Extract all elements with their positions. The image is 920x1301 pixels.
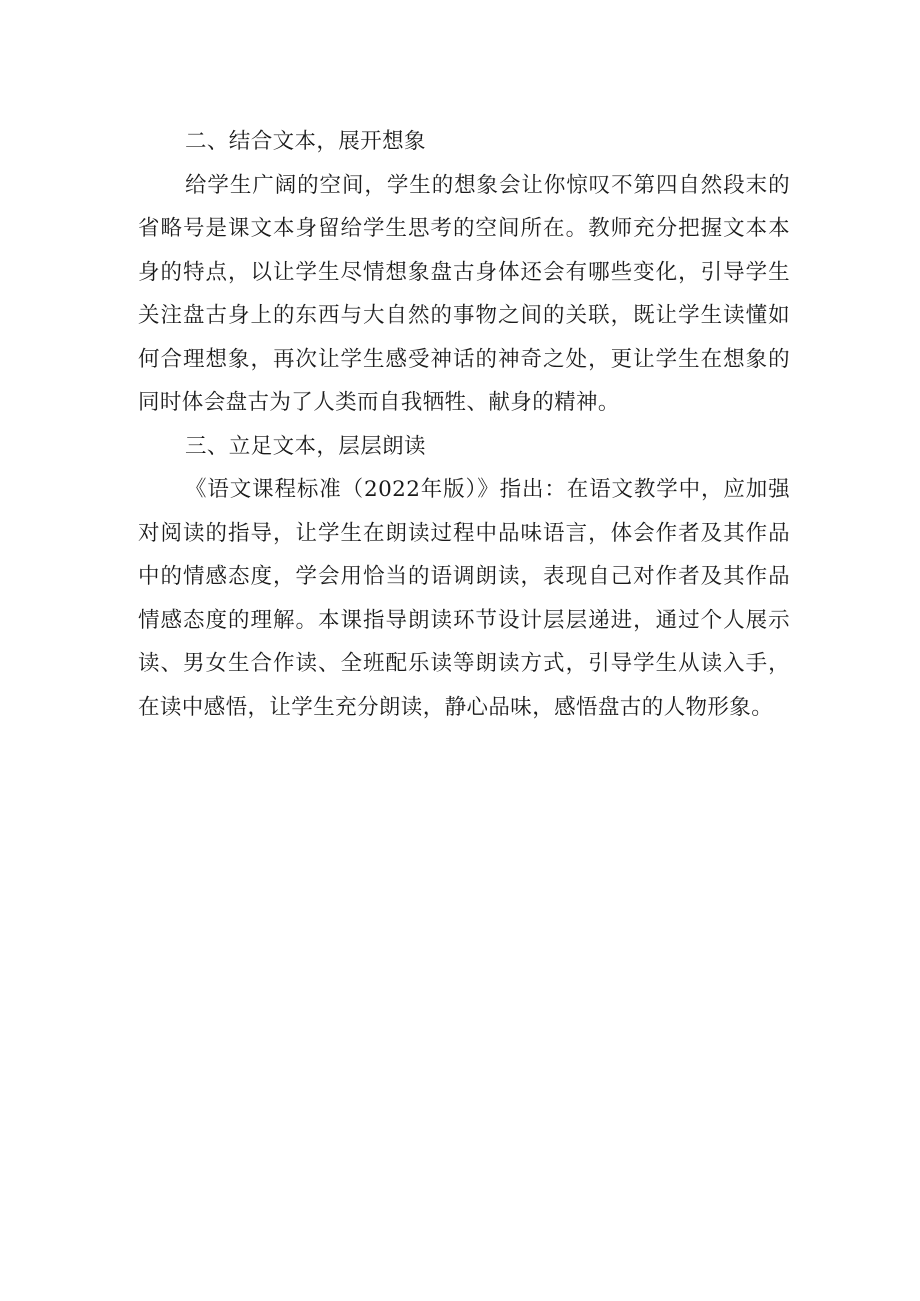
section-heading: 二、结合文本，展开想象	[185, 129, 426, 154]
section-heading: 三、立足文本，层层朗读	[185, 433, 426, 459]
section-paragraph: 给学生广阔的空间，学生的想象会让你惊叹不第四自然段末的省略号是课文本身留给学生思考的空间所在。教师充分把握文本本身的特点，以让学生尽情想象盘古身体还会有哪些变化，引导学生关注盘古身上的东西与大自然的事物之间的关联，既让学生读懂如何合理想象，再次让学生感受神话的神奇之处，更让学生在想象的同时体会盘古为了人类而自我牺牲、献身的精神。	[138, 172, 790, 415]
document-body	[138, 120, 790, 729]
section-paragraph: 《语文课程标准（2022年版）》指出：在语文教学中，应加强对阅读的指导，让学生在朗读过程中品味语言，体会作者及其作品中的情感态度，学会用恰当的语调朗读，表现自己对作者及其作品情感态度的理解。本课指导朗读环节设计层层递进，通过个人展示读、男女生合作读、全班配乐读等朗读方式，引导学生从读入手，在读中感悟，让学生充分朗读，静心品味，感悟盘古的人物形象。	[138, 477, 790, 720]
